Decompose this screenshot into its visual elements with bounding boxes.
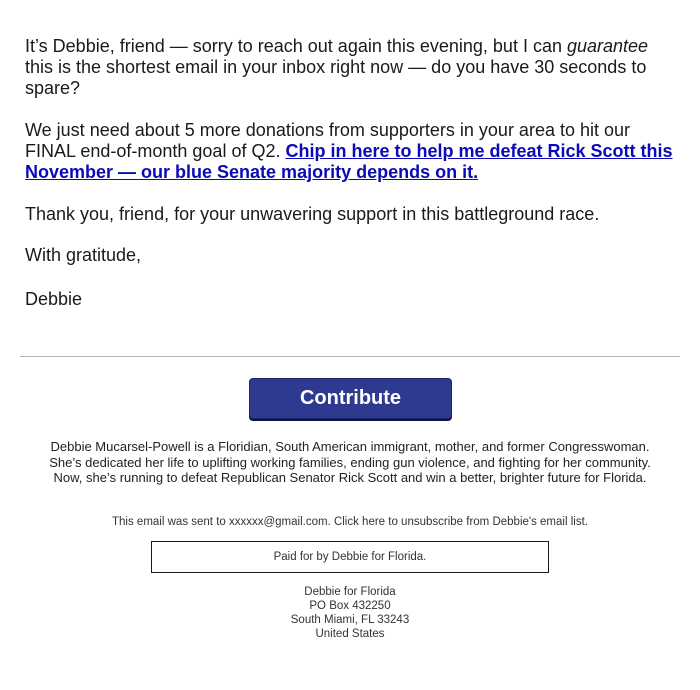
goal-text: We just need about 5 more donations from supporters in your area to hit our FINAL end-of-month goal of Q2. [25, 120, 631, 161]
bio-line: She’s dedicated her life to uplifting working families, ending gun violence, and fighting for her community. [49, 454, 651, 470]
candidate-bio [10, 439, 690, 486]
address-country: United States [315, 628, 385, 640]
mailing-address [10, 585, 690, 641]
address-org: Debbie for Florida [304, 586, 396, 598]
thanks-paragraph: Thank you, friend, for your unwavering support in this battleground race. [25, 204, 600, 224]
donate-link[interactable]: Chip in here to help me defeat Rick Scott this November — our blue Senate majority depends on it. [25, 141, 673, 182]
intro-text-b: this is the shortest email in your inbox right now — do you have 30 seconds to spare? [25, 57, 647, 98]
intro-emphasis: guarantee [566, 36, 649, 56]
address-city: South Miami, FL 33243 [290, 614, 410, 626]
bio-line: Now, she’s running to defeat Republican Senator Rick Scott and win a better, brighter future for Florida. [53, 470, 647, 485]
unsubscribe-notice[interactable]: This email was sent to xxxxxx@gmail.com. Click here to unsubscribe from Debbie's email list. [112, 516, 588, 528]
email-body [25, 36, 680, 310]
signature: Debbie [25, 289, 83, 309]
intro-paragraph [25, 36, 680, 99]
closing-line: With gratitude, [25, 245, 142, 265]
paid-for-disclaimer: Paid for by Debbie for Florida. [151, 541, 549, 573]
contribute-button[interactable]: Contribute [249, 378, 452, 419]
bio-line: Debbie Mucarsel-Powell is a Floridian, South American immigrant, mother, and former Congresswoman. [50, 439, 650, 454]
intro-text-a: It’s Debbie, friend — sorry to reach out again this evening, but I can [25, 36, 567, 56]
goal-paragraph [25, 120, 680, 183]
divider [20, 356, 680, 357]
address-po-box: PO Box 432250 [309, 600, 391, 612]
